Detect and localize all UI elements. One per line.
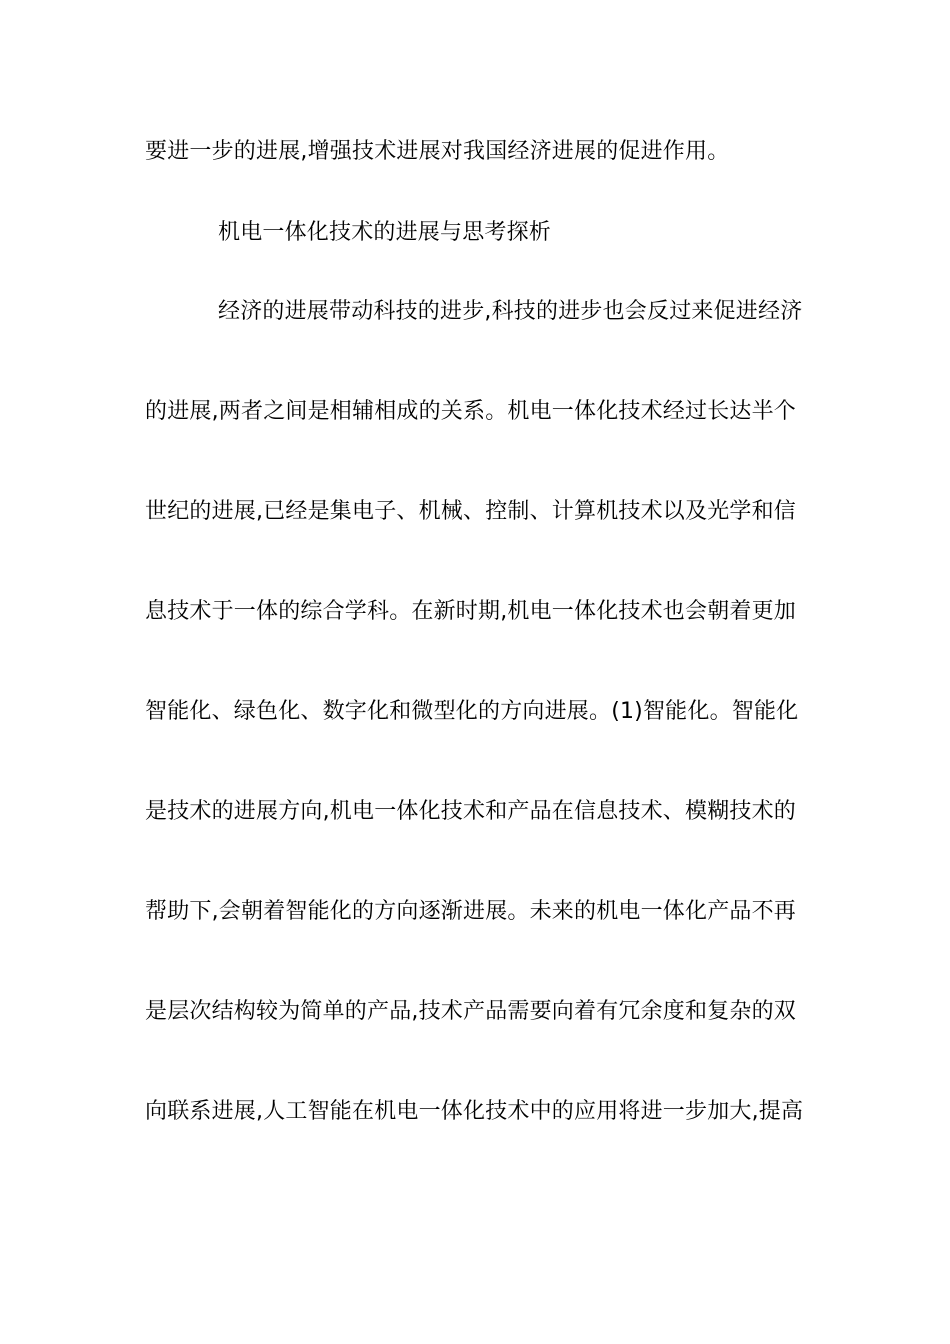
- text-line: 是层次结构较为简单的产品,技术产品需要向着有冗余度和复杂的双: [145, 999, 796, 1024]
- text-line: 是技术的进展方向,机电一体化技术和产品在信息技术、模糊技术的: [145, 799, 796, 824]
- section-heading: 机电一体化技术的进展与思考探析: [218, 220, 552, 245]
- text-line: 息技术于一体的综合学科。在新时期,机电一体化技术也会朝着更加: [145, 599, 796, 624]
- text-line: 要进一步的进展,增强技术进展对我国经济进展的促进作用。: [145, 139, 730, 164]
- text-line: 世纪的进展,已经是集电子、机械、控制、计算机技术以及光学和信: [145, 499, 796, 524]
- text-line: 帮助下,会朝着智能化的方向逐渐进展。未来的机电一体化产品不再: [145, 899, 796, 924]
- text-line: 向联系进展,人工智能在机电一体化技术中的应用将进一步加大,提高: [145, 1099, 804, 1124]
- text-line: 的进展,两者之间是相辅相成的关系。机电一体化技术经过长达半个: [145, 399, 796, 424]
- paragraph-first-line: 经济的进展带动科技的进步,科技的进步也会反过来促进经济: [218, 299, 803, 324]
- text-line: 智能化、绿色化、数字化和微型化的方向进展。(1)智能化。智能化: [145, 699, 799, 724]
